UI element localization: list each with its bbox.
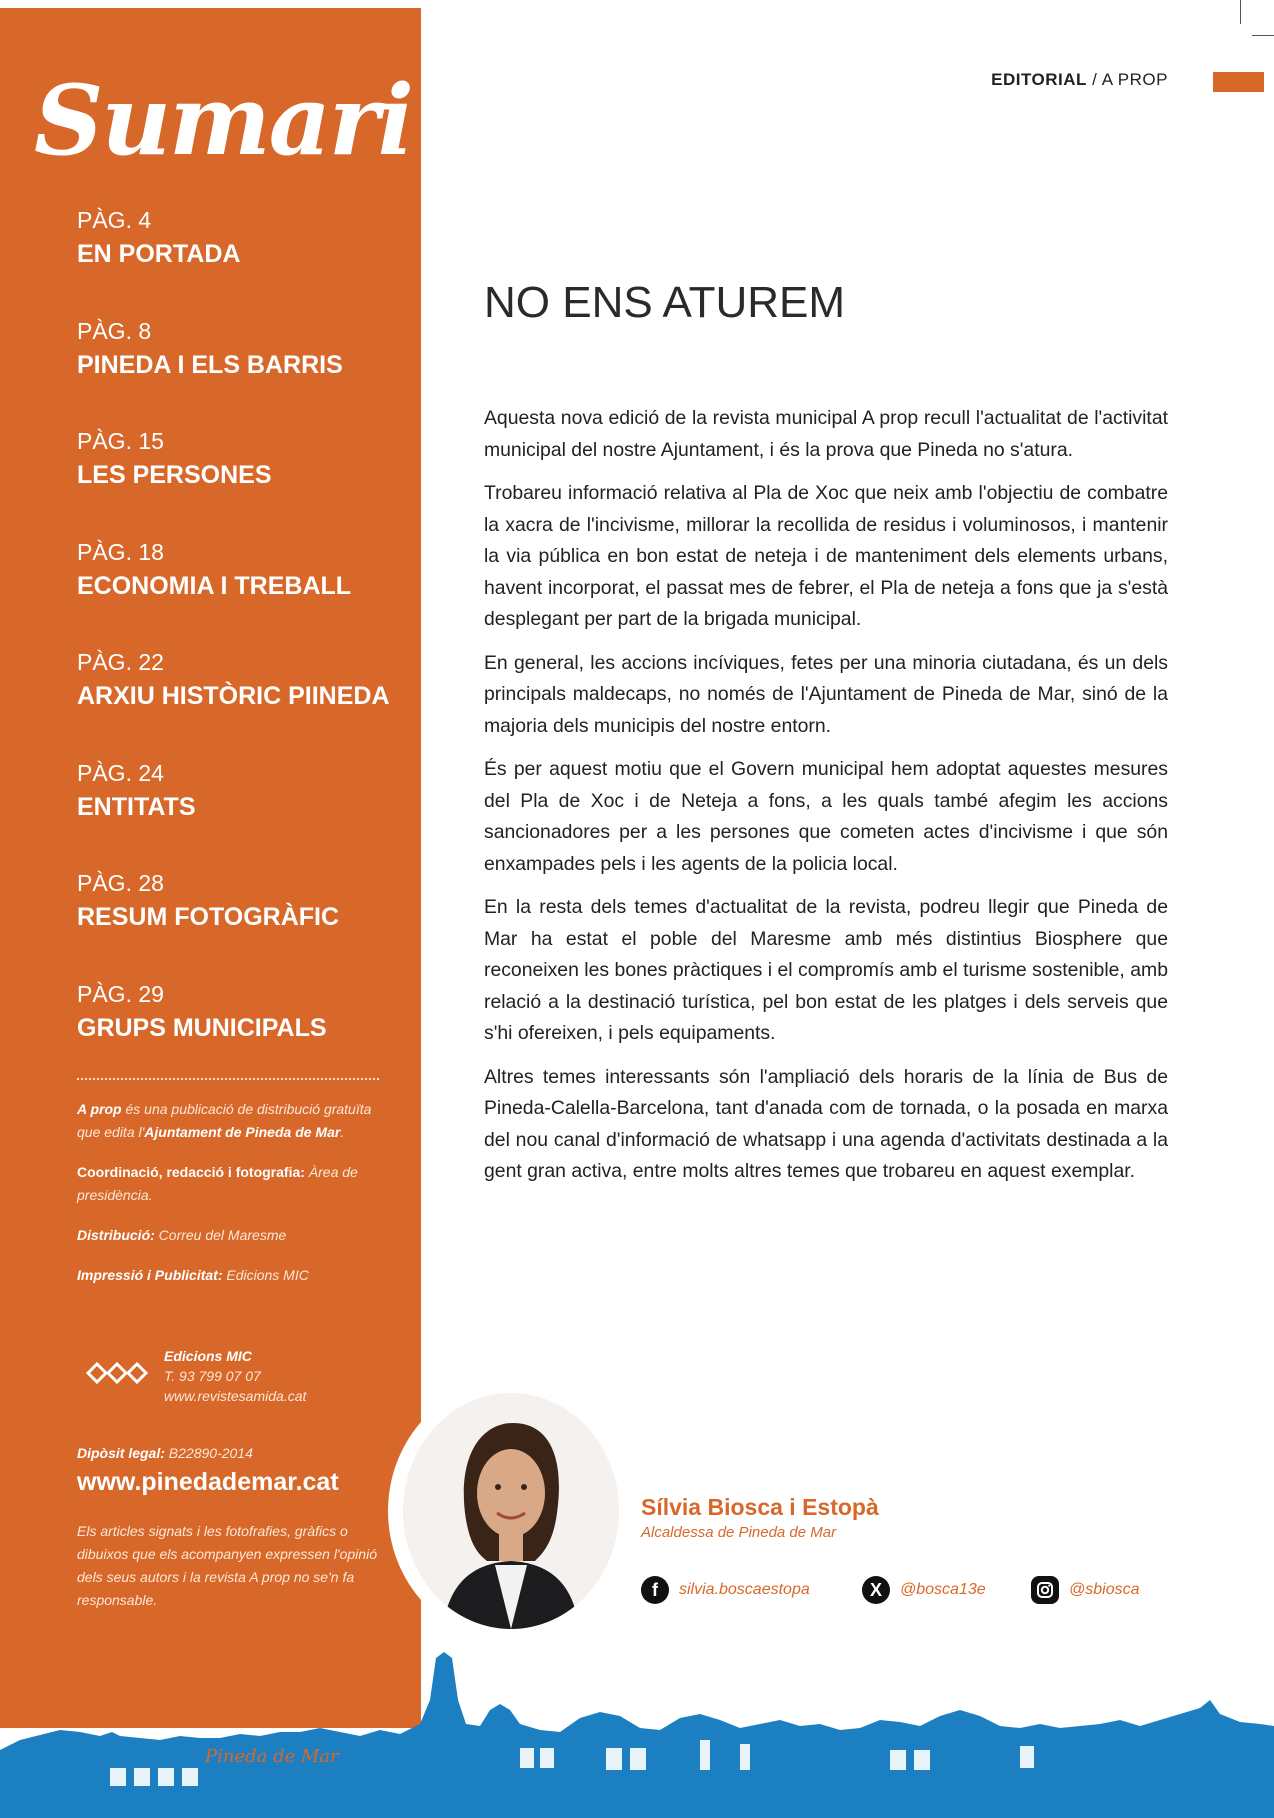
x-handle: @bosca13e: [900, 1581, 986, 1598]
instagram-handle: @sbiosca: [1069, 1581, 1140, 1598]
toc-section: ENTITATS: [77, 792, 196, 821]
mayor-portrait: [403, 1393, 619, 1629]
article-headline: NO ENS ATUREM: [484, 278, 846, 327]
header-accent-bar: [1213, 72, 1264, 92]
publication-text: és una publicació de distribució gratuïta que edita l': [77, 1101, 372, 1140]
toc-item[interactable]: [77, 646, 407, 757]
toc-item[interactable]: [77, 867, 407, 978]
facebook-handle: silvia.boscaestopa: [679, 1581, 810, 1598]
article-paragraph: En general, les accions incíviques, fetes per una minoria ciutadana, és un dels principals maldecaps, no només de l'Ajuntament de Pineda de Mar, sinó de la majoria dels municipis del nostre entorn.: [484, 651, 1168, 737]
legal-label: Dipòsit legal:: [77, 1445, 165, 1461]
toc-section: EN PORTADA: [77, 240, 241, 268]
printing-label: Impressió i Publicitat:: [77, 1267, 223, 1283]
publisher-web[interactable]: www.revistesamida.cat: [164, 1388, 307, 1404]
publisher-contact: [164, 1346, 306, 1406]
section-header: [991, 70, 1168, 90]
section-name: EDITORIAL: [991, 70, 1087, 89]
publication-note: [77, 1098, 377, 1144]
distribution-value: Correu del Maresme: [154, 1227, 287, 1243]
instagram-icon: [1031, 1576, 1059, 1604]
toc-item[interactable]: [77, 204, 407, 315]
distribution-label: Distribució:: [77, 1227, 155, 1243]
toc-page: PÀG. 28: [77, 870, 164, 896]
footer-logo-text: Pineda de Mar: [205, 1746, 339, 1767]
toc-page: PÀG. 24: [77, 759, 164, 786]
toc-item[interactable]: [77, 425, 407, 536]
article-paragraph: Altres temes interessants són l'ampliació dels horaris de la línia de Bus de Pineda-Calella-Barcelona, tant d'anada com de tornada, o la posada en marxa del nou canal d'informació de whatsapp i una agenda d'activitats destinada a la gent gran activa, entre molts altres temes que trobareu en aquest exemplar.: [484, 1065, 1168, 1182]
table-of-contents: [77, 204, 407, 1088]
coordination-value: Àrea de presidència.: [77, 1164, 358, 1203]
top-rule: [0, 0, 420, 8]
toc-section: ARXIU HISTÒRIC PIINEDA: [77, 682, 390, 710]
coordination-credit: [77, 1161, 377, 1207]
portrait-illustration: [403, 1393, 619, 1629]
article-paragraph: És per aquest motiu que el Govern municipal hem adoptat aquestes mesures del Pla de Xoc i de Neteja a fons, a les quals també afegim les accions sancionadores per a les persones que cometen actes d'incivisme i que són enxampades pels i les agents de la policia local.: [484, 758, 1168, 875]
x-icon: X: [862, 1576, 890, 1604]
coordination-label: Coordinació, redacció i fotografia:: [77, 1164, 305, 1180]
publication-name: A prop: [77, 1101, 122, 1117]
facebook-icon: f: [641, 1576, 669, 1604]
article-paragraph: Aquesta nova edició de la revista municipal A prop recull l'actualitat de l'activitat municipal del nostre Ajuntament, i és la prova que Pineda no s'atura.: [484, 407, 1168, 461]
toc-page: PÀG. 4: [77, 207, 152, 233]
toc-section: GRUPS MUNICIPALS: [77, 1013, 327, 1042]
article-body: [484, 403, 1168, 1200]
toc-page: PÀG. 15: [77, 428, 164, 454]
toc-item[interactable]: [77, 315, 407, 426]
publisher-phone: T. 93 799 07 07: [164, 1368, 261, 1384]
crop-mark: [1252, 35, 1274, 36]
website-link[interactable]: www.pinedademar.cat: [77, 1468, 339, 1496]
summary-title: Sumari: [34, 64, 412, 177]
magazine-name: A PROP: [1101, 70, 1168, 89]
legal-deposit: [77, 1445, 253, 1461]
toc-section: LES PERSONES: [77, 461, 272, 489]
toc-page: PÀG. 22: [77, 649, 164, 675]
publisher-name: Edicions MIC: [164, 1348, 252, 1364]
printing-credit: [77, 1264, 377, 1287]
publication-end: .: [340, 1124, 345, 1140]
publisher-name: Ajuntament de Pineda de Mar: [144, 1124, 341, 1140]
toc-item[interactable]: [77, 536, 407, 647]
toc-section: ECONOMIA I TREBALL: [77, 571, 352, 600]
edicions-mic-logo: [84, 1358, 154, 1388]
header-separator: /: [1086, 70, 1102, 89]
toc-page: PÀG. 29: [77, 980, 164, 1007]
printing-value: Edicions MIC: [222, 1267, 309, 1283]
instagram-link[interactable]: [1031, 1575, 1140, 1605]
legal-value: B22890-2014: [164, 1445, 253, 1461]
disclaimer: Els articles signats i les fotofrafies, gràfics o dibuixos que els acompanyen expressen l'opinió dels seus autors i la revista A prop no se'n fa responsable.: [77, 1523, 377, 1608]
signer-role: Alcaldessa de Pineda de Mar: [641, 1524, 837, 1541]
toc-section: PINEDA I ELS BARRIS: [77, 350, 343, 379]
signer-name: Sílvia Biosca i Estopà: [641, 1494, 879, 1520]
divider: [77, 1078, 379, 1080]
town-skyline-illustration: [0, 1640, 1274, 1818]
toc-page: PÀG. 8: [77, 317, 152, 344]
x-link[interactable]: [862, 1575, 986, 1605]
credits: [77, 1098, 377, 1304]
toc-page: PÀG. 18: [77, 538, 164, 565]
distribution-credit: [77, 1224, 377, 1247]
publisher-block: [84, 1346, 384, 1408]
toc-item[interactable]: [77, 978, 407, 1089]
crop-mark: [1240, 0, 1241, 24]
toc-item[interactable]: [77, 757, 407, 868]
facebook-link[interactable]: [641, 1575, 810, 1605]
toc-section: RESUM FOTOGRÀFIC: [77, 903, 340, 931]
article-paragraph: En la resta dels temes d'actualitat de la revista, podreu llegir que Pineda de Mar ha estat el poble del Maresme amb més distintius Biosphere que reconeixen les bones pràctiques i el compromís amb el turisme sostenible, amb relació a la destinació turística, pel bon estat de les platges i dels serveis que s'hi ofereixen, i pels equipaments.: [484, 896, 1168, 1044]
article-paragraph: Trobareu informació relativa al Pla de Xoc que neix amb l'objectiu de combatre la xacra de l'incivisme, millorar la recollida de residus i voluminosos, i mantenir la via pública en bon estat de neteja i de manteniment dels elements urbans, havent incorporat, el passat mes de febrer, el Pla de neteja a fons que ja s'està desplegant per part de la brigada municipal.: [484, 482, 1168, 630]
sidebar-summary: [0, 8, 421, 1728]
